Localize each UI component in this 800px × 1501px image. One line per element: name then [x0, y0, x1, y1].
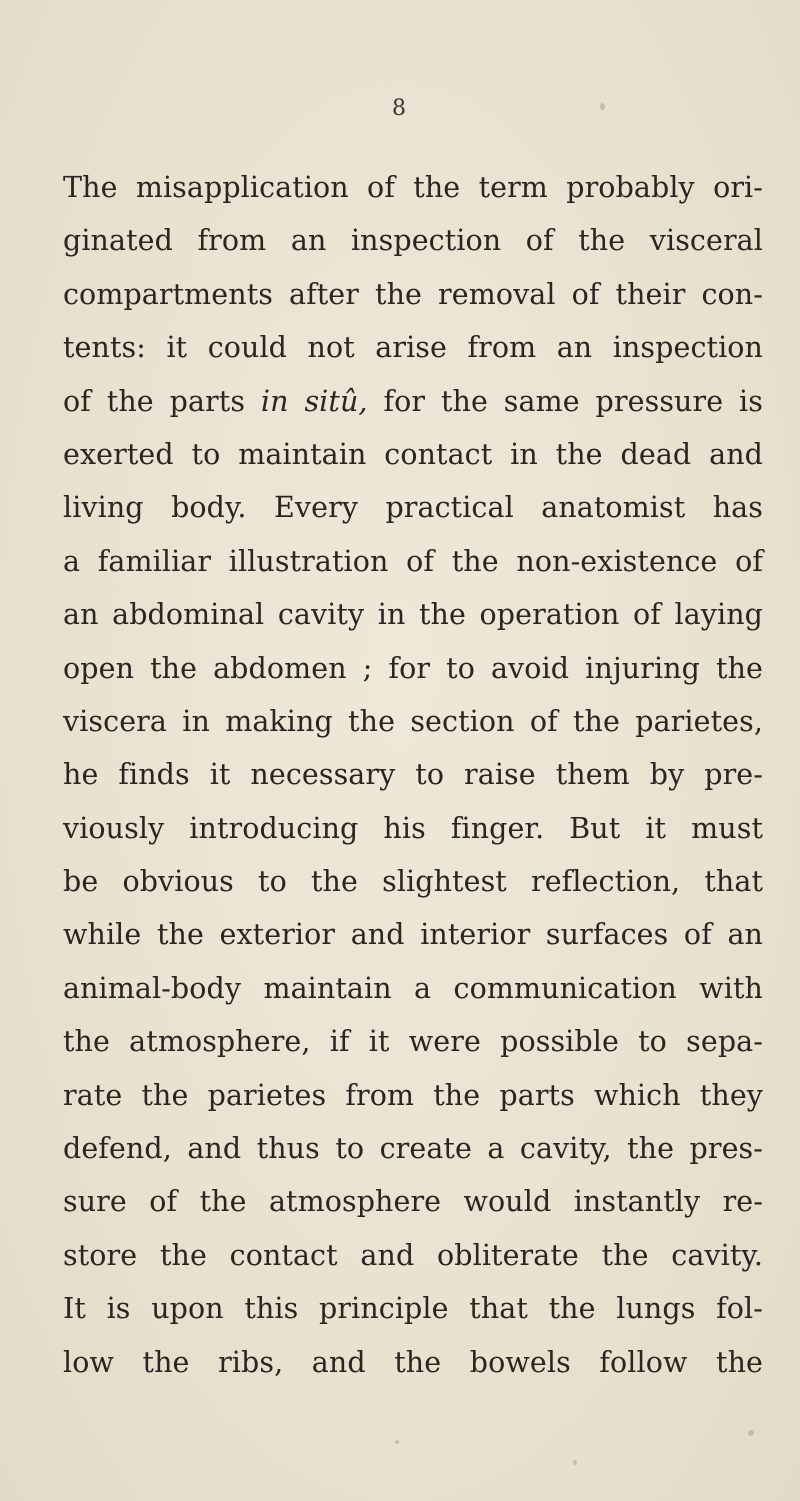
- text-line: animal-body maintain a communication with: [63, 971, 763, 1005]
- text-line: ginated from an inspection of the visceral: [63, 224, 763, 258]
- text-line: The misapplication of the term probably ori-: [63, 171, 763, 204]
- body-text: [63, 161, 763, 1389]
- text-line: he finds it necessary to raise them by pre-: [63, 758, 763, 792]
- ink-speck: [600, 103, 605, 110]
- text-line: open the abdomen ; for to avoid injuring the: [63, 651, 763, 685]
- text-line-end: for the same pressure is: [367, 384, 763, 418]
- ink-speck: [748, 1430, 754, 1436]
- text-line: an abdominal cavity in the operation of laying: [63, 598, 763, 632]
- text-line: the atmosphere, if it were possible to sepa-: [63, 1025, 763, 1059]
- text-line: rate the parietes from the parts which they: [63, 1078, 763, 1112]
- text-line: living body. Every practical anatomist has: [63, 491, 763, 525]
- text-line: sure of the atmosphere would instantly re-: [63, 1185, 763, 1219]
- text-line: defend, and thus to create a cavity, the pres-: [63, 1132, 763, 1166]
- text-line: low the ribs, and the bowels follow the: [63, 1345, 763, 1379]
- text-line: a familiar illustration of the non-existence of: [63, 544, 763, 578]
- ink-speck: [395, 1440, 399, 1444]
- text-line: tents: it could not arise from an inspection: [63, 331, 763, 365]
- page-number: 8: [392, 96, 406, 121]
- ink-speck: [573, 1460, 577, 1465]
- text-line: while the exterior and interior surfaces of an: [63, 918, 763, 952]
- text-line: compartments after the removal of their con-: [63, 277, 763, 311]
- text-line: It is upon this principle that the lungs fol-: [63, 1292, 763, 1326]
- text-line: [63, 375, 763, 428]
- text-line: be obvious to the slightest reflection, that: [63, 865, 763, 899]
- text-line: exerted to maintain contact in the dead and: [63, 437, 763, 471]
- italic-phrase: in sitû,: [260, 384, 368, 418]
- text-line-start: of the parts: [63, 384, 261, 418]
- text-line: viously introducing his finger. But it must: [63, 811, 763, 845]
- text-line: store the contact and obliterate the cavity.: [63, 1238, 763, 1272]
- text-line: viscera in making the section of the parietes,: [63, 704, 763, 738]
